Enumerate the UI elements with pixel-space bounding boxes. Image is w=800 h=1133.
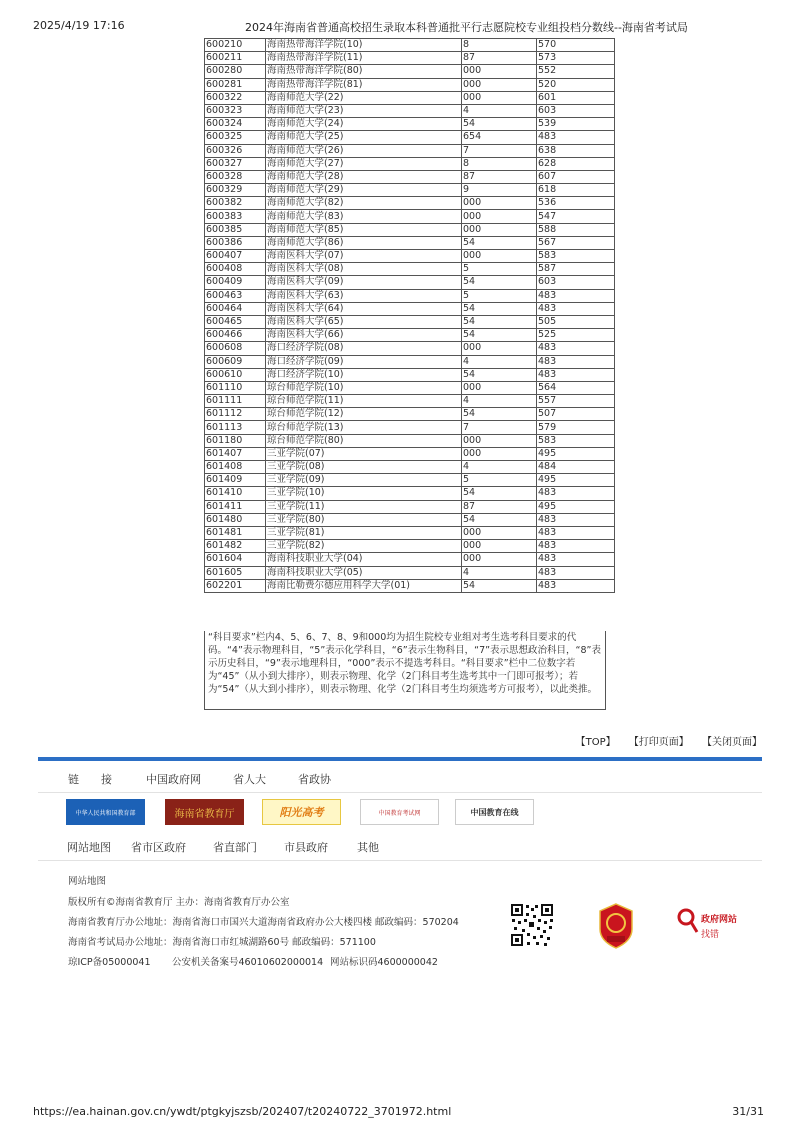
gaokao-banner[interactable]: 阳光高考: [262, 799, 341, 825]
table-row: [205, 447, 615, 460]
table-row: [205, 329, 615, 342]
nav-county-gov[interactable]: 市县政府: [284, 841, 328, 854]
min-score: 628: [537, 157, 615, 170]
group-code: 600280: [205, 65, 266, 78]
subject-requirement: 8: [462, 157, 537, 170]
table-row: [205, 461, 615, 474]
moe-banner[interactable]: 中华人民共和国教育部: [66, 799, 145, 825]
school-group: 海南师范大学(26): [266, 144, 462, 157]
group-code: 601180: [205, 434, 266, 447]
group-code: 600609: [205, 355, 266, 368]
school-group: 海南医科大学(07): [266, 250, 462, 263]
table-row: [205, 104, 615, 117]
table-row: [205, 553, 615, 566]
table-row: [205, 526, 615, 539]
school-group: 海南比勒费尔德应用科学大学(01): [266, 579, 462, 592]
group-code: 600385: [205, 223, 266, 236]
subject-requirement: 000: [462, 223, 537, 236]
min-score: 483: [537, 302, 615, 315]
school-group: 海南医科大学(63): [266, 289, 462, 302]
min-score: 567: [537, 236, 615, 249]
school-group: 琼台师范学院(10): [266, 381, 462, 394]
qr-code-icon: [510, 903, 554, 947]
min-score: 483: [537, 540, 615, 553]
subject-requirement: 54: [462, 329, 537, 342]
min-score: 638: [537, 144, 615, 157]
group-code: 601110: [205, 381, 266, 394]
min-score: 570: [537, 39, 615, 52]
group-code: 600326: [205, 144, 266, 157]
subject-requirement: 54: [462, 487, 537, 500]
group-code: 600210: [205, 39, 266, 52]
group-code: 601411: [205, 500, 266, 513]
links-label: 链 接: [68, 773, 112, 786]
subject-requirement: 7: [462, 144, 537, 157]
group-code: 600323: [205, 104, 266, 117]
school-group: 海南师范大学(24): [266, 118, 462, 131]
min-score: 603: [537, 276, 615, 289]
group-code: 601482: [205, 540, 266, 553]
subject-requirement: 000: [462, 553, 537, 566]
school-group: 三亚学院(09): [266, 474, 462, 487]
group-code: 600463: [205, 289, 266, 302]
subject-requirement: 54: [462, 408, 537, 421]
table-row: [205, 157, 615, 170]
group-code: 601605: [205, 566, 266, 579]
page-title: 2024年海南省普通高校招生录取本科普通批平行志愿院校专业组投档分数线--海南省考试局: [245, 21, 688, 34]
min-score: 483: [537, 566, 615, 579]
subject-requirement: 000: [462, 197, 537, 210]
table-row: [205, 434, 615, 447]
table-row: [205, 395, 615, 408]
table-row: [205, 315, 615, 328]
subject-requirement: 87: [462, 170, 537, 183]
min-score: 583: [537, 250, 615, 263]
subject-requirement: 000: [462, 526, 537, 539]
link-gov[interactable]: 中国政府网: [146, 773, 201, 786]
school-group: 海南师范大学(85): [266, 223, 462, 236]
group-code: 601408: [205, 461, 266, 474]
table-row: [205, 263, 615, 276]
subject-requirement: 54: [462, 368, 537, 381]
school-group: 海南师范大学(29): [266, 184, 462, 197]
min-score: 495: [537, 500, 615, 513]
links-row: [38, 761, 762, 793]
subject-requirement: 000: [462, 78, 537, 91]
nav-other[interactable]: 其他: [357, 841, 379, 854]
group-code: 601480: [205, 513, 266, 526]
school-group: 海口经济学院(08): [266, 342, 462, 355]
table-row: [205, 408, 615, 421]
school-group: 三亚学院(10): [266, 487, 462, 500]
table-row: [205, 78, 615, 91]
school-group: 三亚学院(81): [266, 526, 462, 539]
subject-requirement: 000: [462, 210, 537, 223]
table-row: [205, 91, 615, 104]
footer-icp[interactable]: 琼ICP备05000041: [68, 957, 151, 968]
footer-address-edu: 海南省教育厅办公地址：海南省海口市国兴大道海南省政府办公大楼四楼 邮政编码：570204: [68, 917, 459, 928]
subject-requirement: 8: [462, 39, 537, 52]
school-group: 海口经济学院(09): [266, 355, 462, 368]
neea-banner[interactable]: 中国教育考试网: [360, 799, 439, 825]
subject-requirement: 000: [462, 250, 537, 263]
top-link[interactable]: 【TOP】: [575, 737, 616, 748]
subject-requirement: 54: [462, 579, 537, 592]
min-score: 557: [537, 395, 615, 408]
table-row: [205, 52, 615, 65]
table-row: [205, 421, 615, 434]
group-code: 600327: [205, 157, 266, 170]
min-score: 588: [537, 223, 615, 236]
min-score: 483: [537, 553, 615, 566]
table-row: [205, 250, 615, 263]
table-row: [205, 513, 615, 526]
min-score: 483: [537, 487, 615, 500]
table-row: [205, 118, 615, 131]
group-code: 601481: [205, 526, 266, 539]
min-score: 525: [537, 329, 615, 342]
page-actions: [566, 733, 762, 748]
subject-requirement: 54: [462, 302, 537, 315]
min-score: 495: [537, 474, 615, 487]
subject-requirement: 5: [462, 289, 537, 302]
group-code: 600466: [205, 329, 266, 342]
subject-note: “科目要求”栏内4、5、6、7、8、9和000均为招生院校专业组对考生选考科目要求的代码。“4”表示物理科目，“5”表示化学科目，“6”表示生物科目，“7”表示思想政治科目，“8”表示历史科目，“9”表示地理科目，“000”表示不提选考科目。“科目要求”栏中二位数字若为“45”（从小到大排序），则表示物理、化学（2门科目考生选考其中一门即可报考）；若为“54”（从大到小排序），则表示物理、化学（2门科目考生均须选考方可报考），以此类推。: [204, 631, 606, 710]
eol-banner[interactable]: 中国教育在线: [455, 799, 534, 825]
school-group: 三亚学院(80): [266, 513, 462, 526]
footer-police[interactable]: 公安机关备案号46010602000014: [172, 957, 324, 968]
table-row: [205, 144, 615, 157]
school-group: 海南科技职业大学(04): [266, 553, 462, 566]
magnifier-icon: [677, 907, 699, 937]
school-group: 海南科技职业大学(05): [266, 566, 462, 579]
school-group: 琼台师范学院(12): [266, 408, 462, 421]
school-group: 海南师范大学(82): [266, 197, 462, 210]
page-url: https://ea.hainan.gov.cn/ywdt/ptgkyjszsb/202407/t20240722_3701972.html: [33, 1105, 452, 1118]
school-group: 海南师范大学(28): [266, 170, 462, 183]
subject-requirement: 000: [462, 447, 537, 460]
subject-requirement: 000: [462, 381, 537, 394]
table-row: [205, 223, 615, 236]
subject-requirement: 54: [462, 315, 537, 328]
school-group: 海南师范大学(86): [266, 236, 462, 249]
link-cppcc[interactable]: 省政协: [298, 773, 331, 786]
school-group: 海南医科大学(64): [266, 302, 462, 315]
subject-requirement: 5: [462, 263, 537, 276]
table-row: [205, 289, 615, 302]
subject-requirement: 4: [462, 566, 537, 579]
subject-requirement: 000: [462, 91, 537, 104]
page-number: 31/31: [732, 1105, 764, 1118]
subject-requirement: 4: [462, 355, 537, 368]
min-score: 484: [537, 461, 615, 474]
group-code: 600610: [205, 368, 266, 381]
table-row: [205, 170, 615, 183]
min-score: 573: [537, 52, 615, 65]
table-row: [205, 540, 615, 553]
group-code: 601113: [205, 421, 266, 434]
group-code: 601409: [205, 474, 266, 487]
group-code: 600464: [205, 302, 266, 315]
table-row: [205, 566, 615, 579]
subject-requirement: 4: [462, 461, 537, 474]
group-code: 600608: [205, 342, 266, 355]
footer-sitemap[interactable]: 网站地图: [68, 876, 107, 887]
table-row: [205, 500, 615, 513]
score-table: [204, 38, 615, 593]
group-code: 600409: [205, 276, 266, 289]
min-score: 483: [537, 579, 615, 592]
nav-sitemap[interactable]: 网站地图: [67, 841, 111, 854]
min-score: 483: [537, 355, 615, 368]
table-row: [205, 302, 615, 315]
group-code: 601112: [205, 408, 266, 421]
min-score: 601: [537, 91, 615, 104]
min-score: 618: [537, 184, 615, 197]
table-row: [205, 236, 615, 249]
school-group: 海南热带海洋学院(11): [266, 52, 462, 65]
subject-requirement: 54: [462, 236, 537, 249]
group-code: 601604: [205, 553, 266, 566]
school-group: 三亚学院(07): [266, 447, 462, 460]
group-code: 600408: [205, 263, 266, 276]
subject-requirement: 54: [462, 276, 537, 289]
gov-error-title: 政府网站: [701, 915, 738, 925]
school-group: 海南医科大学(08): [266, 263, 462, 276]
school-group: 海南师范大学(27): [266, 157, 462, 170]
min-score: 583: [537, 434, 615, 447]
table-row: [205, 210, 615, 223]
subject-requirement: 654: [462, 131, 537, 144]
group-code: 600211: [205, 52, 266, 65]
subject-requirement: 54: [462, 118, 537, 131]
subject-requirement: 9: [462, 184, 537, 197]
footer-copyright: 版权所有©海南省教育厅 主办：海南省教育厅办公室: [68, 897, 290, 908]
school-group: 海南师范大学(25): [266, 131, 462, 144]
min-score: 483: [537, 526, 615, 539]
subject-requirement: 54: [462, 513, 537, 526]
table-row: [205, 355, 615, 368]
school-group: 琼台师范学院(13): [266, 421, 462, 434]
table-row: [205, 184, 615, 197]
min-score: 483: [537, 342, 615, 355]
min-score: 547: [537, 210, 615, 223]
group-code: 600322: [205, 91, 266, 104]
min-score: 520: [537, 78, 615, 91]
min-score: 495: [537, 447, 615, 460]
footer-siteid: 网站标识码4600000042: [330, 957, 438, 968]
school-group: 海南师范大学(22): [266, 91, 462, 104]
close-link[interactable]: 【关闭页面】: [702, 737, 762, 748]
min-score: 483: [537, 131, 615, 144]
group-code: 600465: [205, 315, 266, 328]
group-code: 601407: [205, 447, 266, 460]
min-score: 607: [537, 170, 615, 183]
subject-requirement: 5: [462, 474, 537, 487]
group-code: 600386: [205, 236, 266, 249]
nav-departments[interactable]: 省直部门: [213, 841, 257, 854]
table-row: [205, 276, 615, 289]
school-group: 海南师范大学(83): [266, 210, 462, 223]
school-group: 海口经济学院(10): [266, 368, 462, 381]
link-npc[interactable]: 省人大: [233, 773, 266, 786]
subject-requirement: 4: [462, 395, 537, 408]
group-code: 600325: [205, 131, 266, 144]
school-group: 琼台师范学院(11): [266, 395, 462, 408]
group-code: 600407: [205, 250, 266, 263]
min-score: 552: [537, 65, 615, 78]
table-row: [205, 131, 615, 144]
group-code: 600382: [205, 197, 266, 210]
subject-requirement: 87: [462, 52, 537, 65]
table-row: [205, 474, 615, 487]
subject-requirement: 000: [462, 342, 537, 355]
school-group: 海南医科大学(65): [266, 315, 462, 328]
subject-requirement: 000: [462, 540, 537, 553]
school-group: 海南热带海洋学院(80): [266, 65, 462, 78]
hainan-edu-banner[interactable]: 海南省教育厅: [165, 799, 244, 825]
min-score: 564: [537, 381, 615, 394]
group-code: 601410: [205, 487, 266, 500]
min-score: 483: [537, 513, 615, 526]
footer-address-exam: 海南省考试局办公地址：海南省海口市红城湖路60号 邮政编码：571100: [68, 937, 376, 948]
school-group: 海南热带海洋学院(10): [266, 39, 462, 52]
group-code: 600328: [205, 170, 266, 183]
group-code: 602201: [205, 579, 266, 592]
gov-error-subtitle: 找错: [701, 930, 720, 940]
min-score: 483: [537, 289, 615, 302]
nav-row: [38, 832, 762, 861]
table-row: [205, 381, 615, 394]
group-code: 601111: [205, 395, 266, 408]
party-gov-badge-icon[interactable]: [597, 903, 635, 949]
school-group: 海南医科大学(09): [266, 276, 462, 289]
group-code: 600383: [205, 210, 266, 223]
table-row: [205, 342, 615, 355]
table-row: [205, 368, 615, 381]
school-group: 三亚学院(11): [266, 500, 462, 513]
table-row: [205, 65, 615, 78]
min-score: 507: [537, 408, 615, 421]
group-code: 600329: [205, 184, 266, 197]
min-score: 539: [537, 118, 615, 131]
subject-requirement: 000: [462, 434, 537, 447]
table-row: [205, 39, 615, 52]
min-score: 579: [537, 421, 615, 434]
subject-requirement: 000: [462, 65, 537, 78]
school-group: 海南医科大学(66): [266, 329, 462, 342]
min-score: 587: [537, 263, 615, 276]
table-row: [205, 197, 615, 210]
gov-error-logo[interactable]: [677, 907, 759, 941]
school-group: 海南热带海洋学院(81): [266, 78, 462, 91]
subject-requirement: 4: [462, 104, 537, 117]
subject-requirement: 87: [462, 500, 537, 513]
subject-requirement: 7: [462, 421, 537, 434]
school-group: 琼台师范学院(80): [266, 434, 462, 447]
group-code: 600281: [205, 78, 266, 91]
group-code: 600324: [205, 118, 266, 131]
school-group: 海南师范大学(23): [266, 104, 462, 117]
min-score: 505: [537, 315, 615, 328]
table-row: [205, 579, 615, 592]
min-score: 483: [537, 368, 615, 381]
min-score: 536: [537, 197, 615, 210]
table-row: [205, 487, 615, 500]
print-date: 2025/4/19 17:16: [33, 19, 125, 32]
print-link[interactable]: 【打印页面】: [628, 737, 689, 748]
min-score: 603: [537, 104, 615, 117]
nav-province-gov[interactable]: 省市区政府: [131, 841, 186, 854]
school-group: 三亚学院(08): [266, 461, 462, 474]
school-group: 三亚学院(82): [266, 540, 462, 553]
